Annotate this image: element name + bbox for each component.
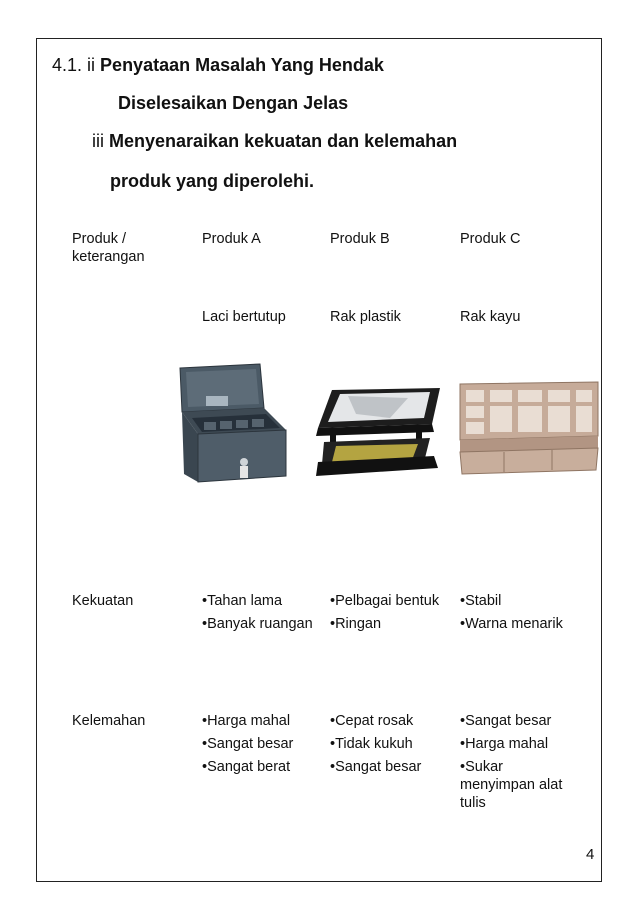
product-name-a: Laci bertutup — [202, 309, 286, 325]
list-item: • Sangat besar — [460, 712, 578, 730]
list-item: • Sangat besar — [202, 735, 322, 753]
heading-line-2: Diselesaikan Dengan Jelas — [118, 93, 349, 113]
list-item: • Warna menarik — [460, 615, 578, 633]
heading-title-2: Menyenaraikan kekuatan dan kelemahan — [109, 131, 458, 151]
letter-tray-icon — [312, 384, 442, 478]
heading-number-iii: iii — [92, 131, 104, 151]
table-header-produk-b: Produk B — [330, 231, 390, 247]
list-item: • Pelbagai bentuk — [330, 592, 450, 610]
strengths-a — [202, 592, 322, 638]
cash-box-icon — [176, 362, 288, 486]
heading-line-3 — [92, 130, 457, 152]
list-item: • Tahan lama — [202, 592, 322, 610]
table-header-produk-c: Produk C — [460, 231, 521, 247]
row-label-kelemahan: Kelemahan — [72, 713, 146, 729]
row-label-kekuatan: Kekuatan — [72, 593, 134, 609]
strengths-c — [460, 592, 578, 638]
weaknesses-a — [202, 712, 322, 781]
weaknesses-b — [330, 712, 450, 781]
list-item: • Cepat rosak — [330, 712, 450, 730]
table-header-produk-a: Produk A — [202, 231, 261, 247]
page-number: 4 — [586, 846, 595, 863]
heading-number-ii: 4.1. ii — [52, 55, 96, 75]
heading-line-4: produk yang diperolehi. — [110, 171, 315, 191]
wooden-shelf-icon — [456, 378, 602, 476]
list-item: • Harga mahal — [202, 712, 322, 730]
strengths-b — [330, 592, 450, 638]
list-item: • Stabil — [460, 592, 578, 610]
list-item: • Harga mahal — [460, 735, 578, 753]
table-header-keterangan: Produk / keterangan — [72, 231, 145, 265]
product-name-b: Rak plastik — [330, 309, 401, 325]
list-item: • Banyak ruangan — [202, 615, 322, 633]
heading-line-1 — [52, 54, 384, 76]
list-item: • Sukar menyimpan alat tulis — [460, 758, 578, 812]
list-item: • Ringan — [330, 615, 450, 633]
weaknesses-c — [460, 712, 578, 817]
list-item: • Tidak kukuh — [330, 735, 450, 753]
heading-title-1: Penyataan Masalah Yang Hendak — [100, 55, 384, 75]
list-item: • Sangat besar — [330, 758, 450, 776]
list-item: • Sangat berat — [202, 758, 322, 776]
product-name-c: Rak kayu — [460, 309, 521, 325]
